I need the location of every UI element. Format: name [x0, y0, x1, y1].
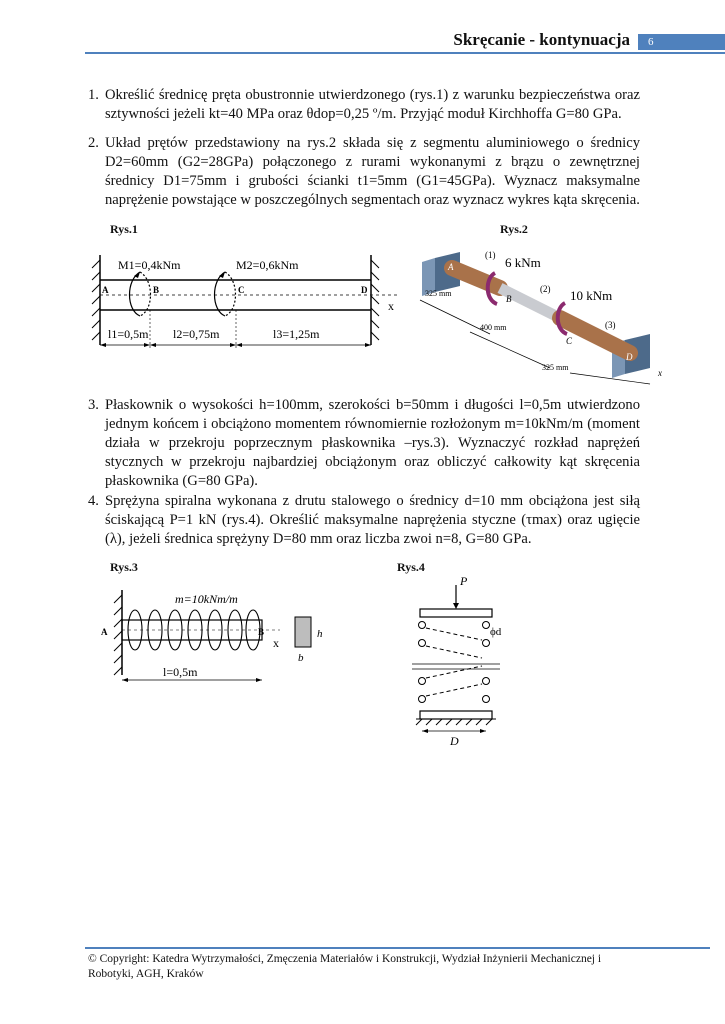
point-b: B [258, 627, 265, 637]
axis-x-label: x [658, 368, 662, 378]
problem-number: 2. [88, 135, 99, 151]
problem-text: Określić średnicę pręta obustronnie utwierdzonego (rys.1) z warunku bezpieczeństwa oraz sztywności jeżeli kt=40 MPa oraz θdop=0,25 º/m. Przyjąć moduł Kirchhoffa G=80 GPa. [105, 87, 640, 122]
header-rule [85, 52, 725, 54]
dimension-2-label: 400 mm [480, 323, 507, 332]
problem-3 [88, 396, 640, 491]
figure-1 [88, 250, 398, 350]
length-2-label: l2=0,75m [173, 327, 220, 341]
point-b: B [506, 294, 512, 304]
footer-rule [85, 947, 710, 949]
problem-4 [88, 492, 640, 549]
figure-3 [95, 585, 345, 690]
length-1-label: l1=0,5m [108, 327, 149, 341]
figure-2-label: Rys.2 [500, 222, 528, 236]
point-c: C [238, 285, 245, 295]
point-a: A [101, 627, 108, 637]
figure-4-label: Rys.4 [397, 560, 425, 574]
point-c: C [566, 336, 573, 346]
figure-3-label: Rys.3 [110, 560, 138, 574]
segment-1-label: (1) [485, 250, 496, 260]
torque-2-label: 10 kNm [570, 288, 613, 303]
problem-text: Układ prętów przedstawiony na rys.2 składa się z segmentu aluminiowego o średnicy D2=60mm (G2=28GPa) połączonego z rurami wykonanymi z brązu o zewnętrznej średnicy D1=75mm i grubości ścianki t1=5mm (G1=45GPa). Wyznacz maksymalne naprężenie powstające w poszczególnych segmentach oraz wyznacz wykres kąta skręcenia. [105, 135, 640, 208]
dimension-1-label: 325 mm [425, 289, 452, 298]
axis-x-label: x [388, 299, 394, 313]
point-d: D [361, 285, 368, 295]
moment-2-label: M2=0,6kNm [236, 258, 299, 272]
length-3-label: l3=1,25m [273, 327, 320, 341]
problem-number: 1. [88, 87, 99, 103]
length-label: l=0,5m [163, 665, 198, 679]
problem-text: Sprężyna spiralna wykonana z drutu stalowego o średnicy d=10 mm obciążona jest siłą ściskającą P=1 kN (rys.4). Określić maksymalne naprężenia styczne (τmax) oraz ugięcie (λ), jeżeli średnica sprężyny D=80 mm oraz liczba zwoi n=8, G=80 GPa. [105, 493, 640, 547]
wire-diameter-label: ϕd [490, 626, 502, 638]
height-label: h [317, 628, 323, 640]
point-b: B [153, 285, 160, 295]
point-a: A [448, 262, 454, 272]
torque-1-label: 6 kNm [505, 255, 541, 270]
segment-3-label: (3) [605, 320, 616, 330]
axis-x-label: x [273, 636, 279, 650]
figure-2 [400, 238, 672, 386]
footer-copyright: © Copyright: Katedra Wytrzymałości, Zmęczenia Materiałów i Konstrukcji, Wydział Inżynierii Mechanicznej i Robotyki, AGH, Kraków [88, 953, 602, 980]
load-label: m=10kNm/m [175, 592, 238, 606]
force-label: P [460, 574, 468, 588]
dimension-3-label: 325 mm [542, 363, 569, 372]
spring-diameter-label: D [450, 734, 459, 748]
width-label: b [298, 652, 304, 664]
problem-1 [88, 86, 640, 124]
figure-1-label: Rys.1 [110, 222, 138, 236]
point-a: A [102, 285, 109, 295]
page-number-badge: 6 [638, 34, 725, 50]
segment-2-label: (2) [540, 284, 551, 294]
moment-1-label: M1=0,4kNm [118, 258, 181, 272]
problem-2 [88, 134, 640, 210]
problem-number: 4. [88, 493, 99, 509]
page-title: Skręcanie - kontynuacja [453, 30, 630, 49]
problem-text: Płaskownik o wysokości h=100mm, szerokości b=50mm i długości l=0,5m utwierdzono jednym końcem i obciążono momentem równomiernie rozłożonym m=10kNm/m (moment działa w przekroju poprzecznym płaskownika –rys.3). Wyznaczyć rozkład naprężeń stycznych w przekroju najbardziej obciążonym oraz obliczyć całkowity kąt skręcenia płaskownika (G=80 GPa). [105, 397, 640, 489]
figure-4 [408, 573, 508, 758]
point-d: D [626, 352, 633, 362]
problem-number: 3. [88, 397, 99, 413]
